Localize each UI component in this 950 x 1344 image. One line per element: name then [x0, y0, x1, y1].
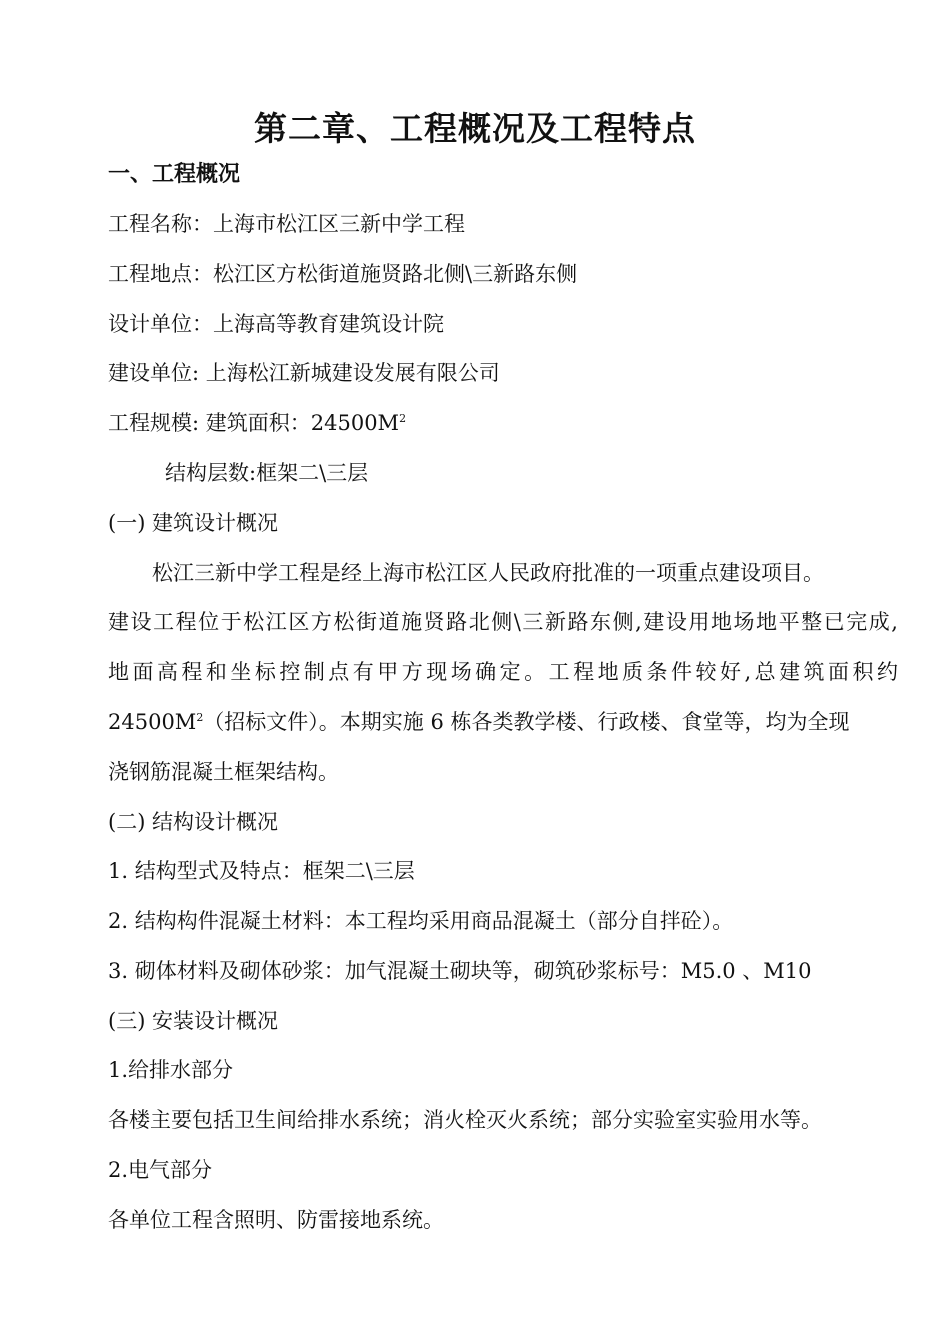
project-location: 工程地点：松江区方松街道施贤路北侧\三新路东侧: [108, 262, 578, 286]
arch-paragraph-line-3: 地面高程和坐标控制点有甲方现场确定。工程地质条件较好,总建筑面积约: [108, 660, 898, 684]
project-name: 工程名称：上海市松江区三新中学工程: [108, 212, 465, 236]
design-unit: 设计单位：上海高等教育建筑设计院: [108, 312, 444, 336]
construction-unit: 建设单位: 上海松江新城建设发展有限公司: [108, 361, 500, 385]
install-sub-plumbing: 1.给排水部分: [108, 1058, 234, 1082]
project-scale-superscript: 2: [399, 412, 407, 425]
section-heading-installation: (三) 安装设计概况: [108, 1009, 279, 1033]
arch-paragraph-line-2: 建设工程位于松江区方松街道施贤路北侧\三新路东侧,建设用地场地平整已完成,: [108, 610, 898, 634]
arch-paragraph-line-4-rest: （招标文件）。本期实施 6 栋各类教学楼、行政楼、食堂等，均为全现: [203, 710, 850, 734]
arch-area-superscript: 2: [196, 711, 204, 724]
arch-area-value: 24500M: [108, 710, 197, 734]
structure-floors: 结构层数:框架二\三层: [165, 461, 369, 485]
section-heading-architecture: (一) 建筑设计概况: [108, 511, 279, 535]
arch-paragraph-line-1: 松江三新中学工程是经上海市松江区人民政府批准的一项重点建设项目。: [152, 561, 824, 585]
structure-item-3: 3. 砌体材料及砌体砂浆：加气混凝土砌块等，砌筑砂浆标号：M5.0 、M10: [108, 959, 812, 983]
install-electrical-text: 各单位工程含照明、防雷接地系统。: [108, 1208, 444, 1232]
install-sub-electrical: 2.电气部分: [108, 1158, 213, 1182]
project-scale-text: 工程规模: 建筑面积：24500M: [108, 411, 400, 435]
install-plumbing-text: 各楼主要包括卫生间给排水系统；消火栓灭火系统；部分实验室实验用水等。: [108, 1108, 822, 1132]
section-heading-overview: 一、工程概况: [108, 162, 241, 187]
arch-paragraph-line-4: [108, 707, 850, 737]
chapter-title: 第二章、工程概况及工程特点: [254, 109, 696, 148]
structure-item-1: 1. 结构型式及特点：框架二\三层: [108, 859, 415, 883]
project-scale: [108, 408, 406, 438]
section-heading-structure: (二) 结构设计概况: [108, 810, 279, 834]
structure-item-2: 2. 结构构件混凝土材料：本工程均采用商品混凝土（部分自拌砼）。: [108, 909, 734, 933]
arch-paragraph-line-5: 浇钢筋混凝土框架结构。: [108, 760, 339, 784]
